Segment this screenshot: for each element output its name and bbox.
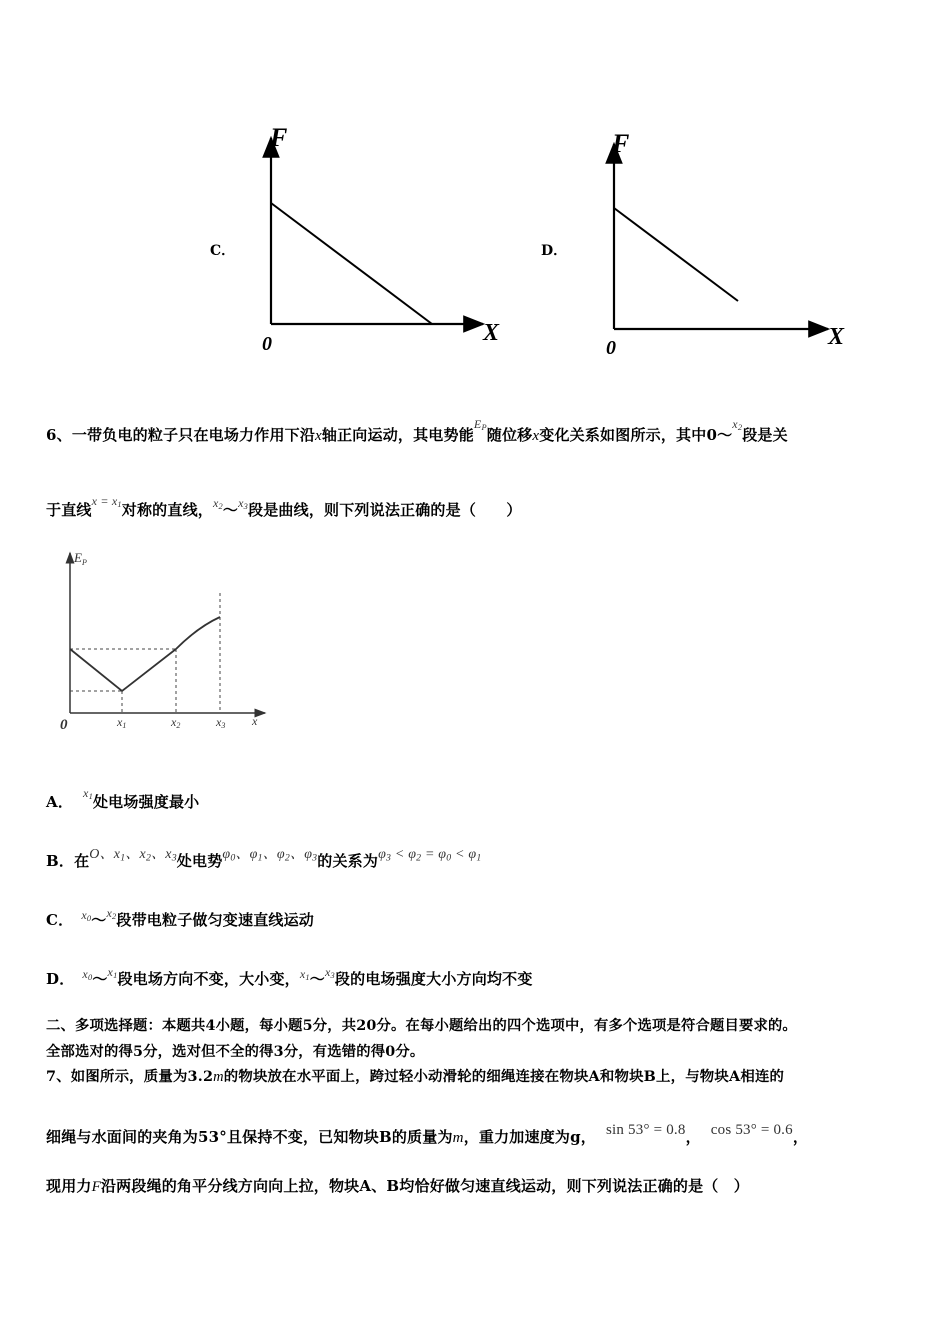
option-c-graph xyxy=(250,118,520,358)
option-c-label: C． xyxy=(210,243,236,259)
q6-line-2: 于直线$^{x = x_1}$对称的直线，$^{x_2}$～$^{x_3}$段是曲线，则下列说法正确的是（ ） xyxy=(46,494,522,519)
section-2-heading-line-2: 全部选对的得5分，选对但不全的得3分，有选错的得0分。 xyxy=(46,1044,425,1060)
option-d-graph xyxy=(592,122,862,362)
section-2-heading-line-1: 二、多项选择题：本题共4小题，每小题5分，共20分。在每小题给出的四个选项中，有多个选项是符合题目要求的。 xyxy=(46,1018,797,1034)
ep-graph-tick-x2: x2 xyxy=(171,715,181,730)
ep-graph-curve xyxy=(176,617,220,649)
option-c-origin: 0 xyxy=(262,333,272,355)
option-d-label: D． xyxy=(541,243,568,259)
ep-graph-tick-x1: x1 xyxy=(117,715,127,730)
ep-graph-x-label: x xyxy=(252,714,258,728)
q7-line-1: 7、如图所示，质量为3.2m的物块放在水平面上，跨过轻小动滑轮的细绳连接在物块A和物块B上，与物块A相连的 xyxy=(46,1068,785,1085)
q6-option-c: C． $^{x_0}$～$^{x_2}$段带电粒子做匀变速直线运动 xyxy=(46,906,314,929)
q6-option-d: D． $^{x_0}$～$^{x_1}$段电场方向不变，大小变，$^{x_1}$～$^{x_3}$段的电场强度大小方向均不变 xyxy=(46,965,533,988)
ep-graph-y-label: $E_P$ xyxy=(74,550,87,567)
option-d-line xyxy=(614,208,738,301)
q6-line-1: 6、一带负电的粒子只在电场力作用下沿x轴正向运动，其电势能$^{E_P}$随位移x变化关系如图所示，其中0～$^{x_2}$段是关 xyxy=(46,417,788,444)
option-d-origin: 0 xyxy=(606,337,616,359)
ep-graph xyxy=(50,545,280,735)
q6-option-a: A． $^{x_1}$处电场强度最小 xyxy=(46,786,200,811)
ep-graph-origin: 0 xyxy=(60,717,68,733)
option-c-line xyxy=(271,203,432,324)
option-d-x-label: X xyxy=(828,324,845,350)
q7-line-3: 现用力F沿两段绳的角平分线方向向上拉，物块A、B均恰好做匀速直线运动，则下列说法正确的是（ ） xyxy=(46,1177,749,1195)
option-c-x-label: X xyxy=(483,320,500,346)
q7-line-2: 细绳与水面间的夹角为53°且保持不变，已知物块B的质量为m，重力加速度为g， sin 53° = 0.8， cos 53° = 0.6， xyxy=(46,1122,809,1146)
q6-option-b: B．在O、$x_1$、$x_2$、$x_3$处电势$\varphi_0$、$\varphi_1$、$\varphi_2$、$\varphi_3$的关系为$\varphi_3 < \varphi_2 = \varphi_0 < \varphi_1$ xyxy=(46,847,482,870)
option-d-y-label: F xyxy=(612,129,630,158)
option-c-y-label: F xyxy=(270,123,288,152)
ep-graph-line xyxy=(70,649,176,691)
ep-graph-tick-x3: x3 xyxy=(216,715,226,730)
